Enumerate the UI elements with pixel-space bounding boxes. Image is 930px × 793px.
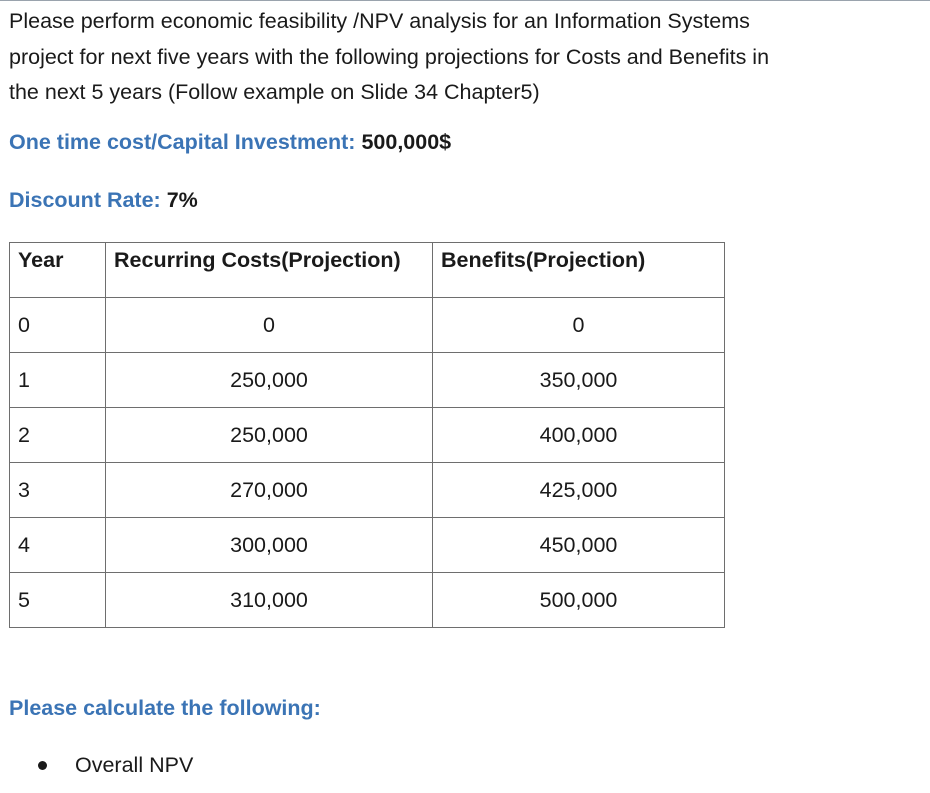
projection-table — [9, 242, 725, 628]
cell-benefit: 450,000 — [433, 518, 725, 573]
discount-rate-label: Discount Rate: — [9, 188, 161, 212]
capital-investment-value: 500,000$ — [361, 130, 452, 154]
cell-year: 3 — [10, 463, 106, 518]
cell-year: 1 — [10, 353, 106, 408]
table-row — [10, 408, 725, 463]
calculate-heading: Please calculate the following: — [9, 696, 321, 720]
cell-benefit: 0 — [433, 298, 725, 353]
list-item — [38, 753, 193, 778]
capital-investment-label: One time cost/Capital Investment: — [9, 130, 356, 154]
cell-benefit: 350,000 — [433, 353, 725, 408]
table-header-row — [10, 243, 725, 298]
intro-line-2: project for next five years with the following projections for Costs and Benefits in — [9, 44, 770, 69]
table-row — [10, 298, 725, 353]
discount-rate-value: 7% — [166, 188, 198, 212]
cell-year: 2 — [10, 408, 106, 463]
header-recurring-costs: Recurring Costs(Projection) — [106, 243, 433, 298]
capital-investment-line — [9, 130, 451, 155]
table-row — [10, 463, 725, 518]
cell-cost: 0 — [106, 298, 433, 353]
cell-year: 0 — [10, 298, 106, 353]
discount-rate-line — [9, 188, 198, 213]
list-item-label: Overall NPV — [75, 753, 194, 777]
top-divider — [0, 0, 930, 1]
cell-cost: 270,000 — [106, 463, 433, 518]
intro-line-3: the next 5 years (Follow example on Slide 34 Chapter5) — [9, 80, 540, 104]
header-benefits: Benefits(Projection) — [433, 243, 725, 298]
table-row — [10, 573, 725, 628]
intro-paragraph — [9, 4, 914, 111]
bullet-icon — [38, 761, 47, 770]
header-year: Year — [10, 243, 106, 298]
cell-benefit: 500,000 — [433, 573, 725, 628]
cell-year: 5 — [10, 573, 106, 628]
cell-benefit: 425,000 — [433, 463, 725, 518]
table-row — [10, 518, 725, 573]
intro-line-1: Please perform economic feasibility /NPV analysis for an Information Systems — [9, 9, 750, 33]
cell-cost: 300,000 — [106, 518, 433, 573]
cell-cost: 250,000 — [106, 408, 433, 463]
cell-cost: 310,000 — [106, 573, 433, 628]
table-row — [10, 353, 725, 408]
cell-year: 4 — [10, 518, 106, 573]
cell-cost: 250,000 — [106, 353, 433, 408]
calculate-list — [38, 753, 193, 778]
cell-benefit: 400,000 — [433, 408, 725, 463]
